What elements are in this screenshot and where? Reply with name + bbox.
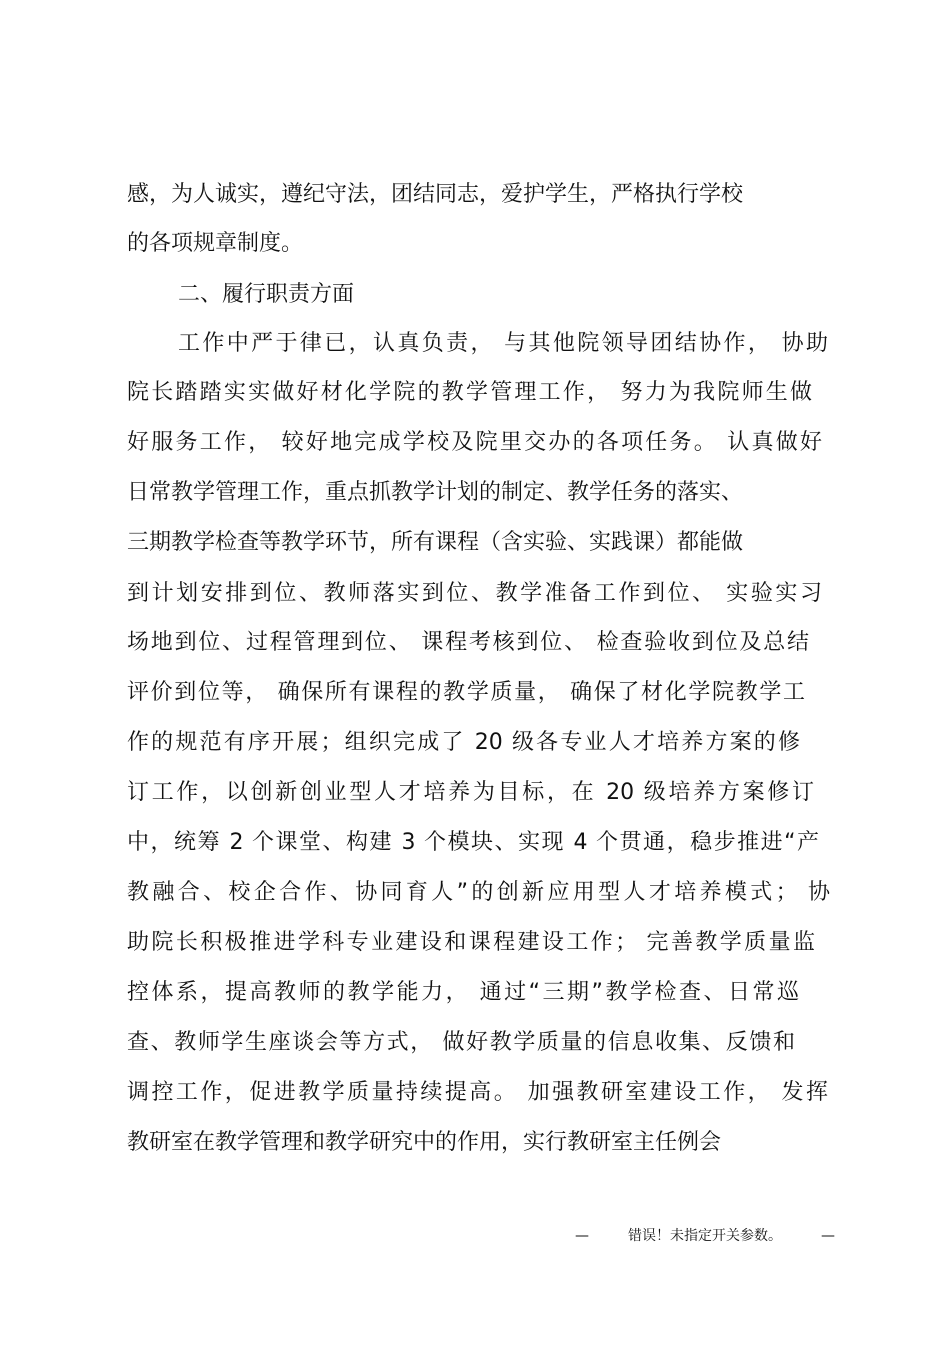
text-line: 日常教学管理工作，重点抓教学计划的制定、教学任务的落实、 bbox=[127, 480, 744, 505]
text-line: 订工作，以创新创业型人才培养为目标，在 20 级培养方案修订 bbox=[127, 780, 814, 805]
text-line: 的各项规章制度。 bbox=[127, 231, 304, 256]
text-line: 评价到位等， 确保所有课程的教学质量， 确保了材化学院教学工 bbox=[127, 680, 805, 705]
text-line: 好服务工作， 较好地完成学校及院里交办的各项任务。 认真做好 bbox=[127, 430, 822, 455]
text-line: 到计划安排到位、教师落实到位、教学准备工作到位、 实验实习 bbox=[127, 581, 822, 606]
text-line: 工作中严于律已，认真负责， 与其他院领导团结协作， 协助 bbox=[178, 331, 828, 356]
text-line: 教研室在教学管理和教学研究中的作用，实行教研室主任例会 bbox=[127, 1130, 722, 1155]
text-line: 调控工作，促进教学质量持续提高。 加强教研室建设工作， 发挥 bbox=[127, 1080, 828, 1105]
footer-dash-right: — bbox=[821, 1228, 835, 1244]
text-line: 查、教师学生座谈会等方式， 做好教学质量的信息收集、反馈和 bbox=[127, 1030, 795, 1055]
text-line: 三期教学检查等教学环节，所有课程（含实验、实践课）都能做 bbox=[127, 530, 744, 555]
section-heading: 二、履行职责方面 bbox=[178, 282, 355, 307]
footer-dash-left: — bbox=[575, 1228, 589, 1244]
text-line: 助院长积极推进学科专业建设和课程建设工作； 完善教学质量监 bbox=[127, 930, 815, 955]
text-line: 教融合、校企合作、协同育人”的创新应用型人才培养模式； 协 bbox=[127, 880, 830, 905]
text-line: 控体系，提高教师的教学能力， 通过“三期”教学检查、日常巡 bbox=[127, 980, 799, 1005]
text-line: 场地到位、过程管理到位、 课程考核到位、 检查验收到位及总结 bbox=[127, 630, 809, 655]
text-line: 作的规范有序开展；组织完成了 20 级各专业人才培养方案的修 bbox=[127, 730, 800, 755]
text-line: 院长踏踏实实做好材化学院的教学管理工作， 努力为我院师生做 bbox=[127, 380, 812, 405]
page-footer bbox=[575, 1224, 835, 1248]
footer-error-text: 错误！未指定开关参数。 bbox=[628, 1228, 782, 1244]
text-line: 感，为人诚实，遵纪守法，团结同志，爱护学生，严格执行学校 bbox=[127, 182, 744, 207]
text-line: 中，统筹 2 个课堂、构建 3 个模块、实现 4 个贯通，稳步推进“产 bbox=[127, 830, 819, 855]
